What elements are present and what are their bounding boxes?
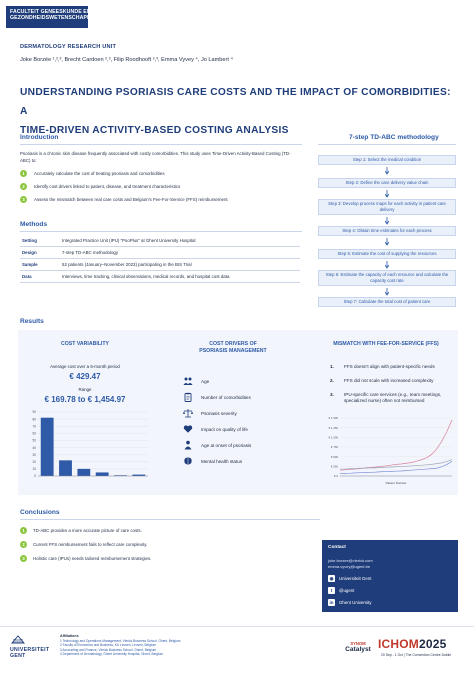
synom-bottom: Catalyst	[345, 646, 371, 653]
driver-label: Age	[201, 378, 210, 384]
results-heading: Results	[20, 318, 44, 325]
objective-text: Accurately calculate the cost of treating psoriasis and comorbidities	[34, 171, 165, 176]
down-arrow-icon	[385, 261, 389, 269]
y-tick-label: € 1,000	[328, 435, 338, 440]
driver-label: Number of comorbidities	[201, 394, 251, 400]
step-box: Step 1: Select the medical condition	[318, 155, 456, 165]
ichom-year: 2025	[419, 637, 447, 651]
driver-item	[183, 392, 293, 402]
conclusion-item	[20, 541, 320, 549]
methods-row	[20, 235, 300, 247]
methods-key: Sample	[22, 262, 38, 267]
objective-item	[20, 170, 310, 178]
top-bar	[0, 0, 474, 34]
synom-logo	[344, 641, 372, 653]
y-tick-label: 30	[32, 452, 36, 457]
methods-value: 7-step TD-ABC methodology	[62, 250, 119, 255]
affiliation-line: 1 Technology and Operations Management, Vlerick Business School, Ghent, Belgium	[60, 639, 181, 643]
conclusion-item	[20, 527, 320, 535]
clipboard-icon	[183, 392, 193, 402]
mismatch-number: 3.	[330, 392, 334, 397]
driver-label: Age at onset of psoriasis	[201, 442, 252, 448]
y-tick-label: 40	[32, 445, 36, 450]
ichom-logo	[378, 637, 447, 651]
mismatch-title: MISMATCH WITH FEE-FOR-SERVICE (FFS)	[333, 341, 439, 347]
y-tick-label: 70	[32, 424, 36, 429]
methods-table	[20, 235, 300, 283]
contact-heading: Contact	[328, 545, 346, 550]
contact-email-1[interactable]: joke.borzee@vlerick.com	[328, 558, 373, 563]
methods-heading: Methods	[20, 221, 48, 228]
mismatch-text: FFS did not scale with increased complexity	[344, 378, 434, 383]
affiliation-line: 3 Accounting and Finance, Vlerick Business School, Ghent, Belgium	[60, 647, 157, 652]
mismatch-text: IPU-specific care services (e.g., team meetings, specialized nurse) often not reimbursed	[344, 392, 442, 404]
cost-line-chart	[322, 414, 456, 490]
driver-label: Mental health status	[201, 458, 243, 464]
steps-divider	[318, 144, 456, 145]
step-box: Step 2: Define the care delivery value chain	[318, 178, 456, 188]
range-label: Range	[78, 387, 92, 392]
university-logo-icon	[10, 633, 50, 645]
average-value: € 429.47	[69, 372, 101, 381]
conclusion-item	[20, 555, 320, 563]
driver-item	[183, 376, 293, 386]
driver-label: Psoriasis severity	[201, 410, 237, 416]
y-tick-label: 80	[32, 417, 36, 422]
y-tick-label: 20	[32, 459, 36, 464]
y-tick-label: € 1,500	[328, 416, 338, 421]
ichom-subtitle: 20 Sep - 1 Oct | The Convention Centre Dublin	[381, 653, 452, 657]
objective-number: 2	[20, 183, 27, 190]
objective-text: Identify cost drivers linked to patient, disease, and treatment characteristics	[34, 184, 181, 189]
methods-key: Data	[22, 274, 32, 279]
scale-icon	[183, 408, 193, 418]
objective-text: Assess the mismatch between real care costs and Belgium's Fee-For-Service (FFS) reimbursement	[34, 197, 228, 202]
step-box: Step 7: Calculate the total cost of patient care	[318, 297, 456, 307]
x-axis-label: Patient Number	[385, 481, 407, 485]
conclusion-text: TD-ABC provides a more accurate picture of care costs.	[33, 528, 142, 534]
linkedin-icon: in	[329, 600, 334, 605]
methods-key: Design	[22, 250, 37, 255]
y-tick-label: 60	[32, 431, 36, 436]
steps-heading: 7-step TD-ABC methodology	[349, 134, 439, 141]
intro-text: Psoriasis is a chronic skin disease frequently associated with costly comorbidities. This study uses Time-Driven Activity-Based Costing (TD-ABC) to:	[20, 151, 291, 163]
y-tick-label: € 0	[334, 474, 338, 479]
methods-row	[20, 259, 300, 271]
conclusion-number: 2	[20, 541, 27, 548]
title-line1: UNDERSTANDING PSORIASIS CARE COSTS AND THE IMPACT OF COMORBIDITIES: A	[20, 87, 451, 117]
faculty-logo	[6, 6, 99, 28]
conclusions-divider	[20, 519, 320, 520]
affiliation-line: 4 Department of Dermatology, Ghent University Hospital, Ghent, Belgium	[60, 652, 164, 657]
bar	[77, 469, 90, 476]
step-box: Step 4: Obtain time estimates for each process	[318, 226, 456, 236]
conclusion-text: Holistic care (IPUs) needs tailored reimbursement strategies.	[33, 556, 152, 562]
mismatch-text: FFS doesn't align with patient-specific needs	[344, 364, 435, 369]
methods-divider	[20, 231, 302, 232]
series-line	[340, 461, 452, 473]
y-tick-label: € 500	[331, 454, 338, 459]
methods-value: Interviews, time tracking, clinical observations, medical records, and hospital cost data	[62, 274, 230, 279]
contact-link-label: Universiteit Gent	[339, 576, 372, 581]
globe-icon: ◉	[329, 576, 334, 581]
poster-title	[20, 83, 456, 140]
title-line2: TIME-DRIVEN ACTIVITY-BASED COSTING ANALYSIS	[20, 125, 289, 136]
y-tick-label: € 250	[331, 464, 338, 469]
down-arrow-icon	[385, 217, 389, 225]
drivers-title-line1: COST DRIVERS OF	[209, 341, 257, 347]
methods-key: Setting	[22, 238, 37, 243]
y-tick-label: 50	[32, 438, 36, 443]
conclusion-number: 1	[20, 527, 27, 534]
down-arrow-icon	[385, 238, 389, 246]
intro-heading: Introduction	[20, 134, 59, 141]
cost-bar-chart	[24, 408, 154, 488]
y-tick-label: € 1,250	[328, 425, 338, 430]
driver-item	[183, 408, 293, 418]
step-box: Step 5: Estimate the cost of supplying the resources	[318, 249, 456, 259]
affiliation-line: 2 Faculty of Economics and Business, KU Leuven, Leuven, Belgium	[60, 643, 157, 648]
variability-title: COST VARIABILITY	[60, 341, 110, 347]
twitter-icon: t	[328, 587, 335, 594]
drivers-title-line2: PSORIASIS MANAGEMENT	[199, 348, 267, 354]
objective-number: 3	[20, 196, 27, 203]
faculty-line1: FACULTEIT GENEESKUNDE EN	[10, 9, 91, 15]
objective-item	[20, 196, 310, 204]
contact-link-label: Ghent University	[339, 600, 372, 605]
university-line1: UNIVERSITEIT	[10, 647, 50, 653]
methods-value: Integrated Practice Unit (IPU) "PsoPlus" at Ghent University Hospital	[62, 238, 196, 243]
driver-item	[183, 456, 293, 466]
intro-divider	[20, 144, 302, 145]
y-tick-label: 90	[32, 410, 36, 415]
y-tick-label: € 750	[331, 445, 338, 450]
bar	[41, 418, 54, 476]
heart-icon	[183, 424, 193, 434]
methods-row	[20, 247, 300, 259]
down-arrow-icon	[385, 190, 389, 198]
conclusion-text: Current FFS reimbursement fails to reflect care complexity.	[33, 542, 148, 548]
bar	[59, 460, 72, 476]
average-label: Average cost over a 6-month period	[50, 364, 120, 369]
driver-item	[183, 424, 293, 434]
methods-row	[20, 271, 300, 283]
range-value: € 169.78 to € 1,454.97	[44, 395, 126, 404]
down-arrow-icon	[385, 288, 389, 296]
conclusion-number: 3	[20, 555, 27, 562]
research-unit: DERMATOLOGY RESEARCH UNIT	[20, 44, 117, 50]
y-tick-label: 10	[32, 467, 36, 472]
y-tick-label: 0	[34, 474, 36, 479]
brain-icon	[183, 456, 193, 466]
down-arrow-icon	[385, 167, 389, 175]
mismatch-number: 1.	[330, 364, 334, 369]
authors: Joke Borzée ¹,²,³, Brecht Cardoen ²,³, Filip Roodhooft ²,³, Emma Vyvey ⁴, Jo Lambert ⁴	[20, 57, 233, 63]
drivers-title	[178, 341, 288, 355]
people-icon	[183, 376, 193, 386]
ichom-name: ICHOM	[378, 637, 419, 651]
contact-box	[322, 540, 458, 612]
affiliations-heading: Affiliations	[60, 634, 79, 638]
objective-number: 1	[20, 170, 27, 177]
step-box: Step 6: Estimate the capacity of each resource and calculate the capacity cost rate	[318, 270, 456, 286]
objective-item	[20, 183, 310, 191]
conclusions-heading: Conclusions	[20, 509, 60, 516]
synom-top: SYNOM	[350, 641, 366, 646]
faculty-line2: GEZONDHEIDSWETENSCHAPPEN	[10, 15, 99, 21]
bar	[96, 472, 109, 476]
university-name	[10, 647, 49, 659]
driver-label: Impact on quality of life	[201, 426, 248, 432]
mismatch-number: 2.	[330, 378, 334, 383]
university-line2: GENT	[10, 653, 26, 659]
person-icon	[183, 440, 193, 450]
driver-item	[183, 440, 293, 450]
contact-link-label: @ugent	[339, 588, 355, 593]
contact-email-2[interactable]: emma.vyvey@ugent.be	[328, 564, 371, 569]
affiliations	[60, 634, 300, 657]
methods-value: 52 patients (January–November 2023) participating in the BIS Trial	[62, 262, 192, 267]
step-box: Step 3: Develop process maps for each activity in patient care delivery	[318, 199, 456, 215]
